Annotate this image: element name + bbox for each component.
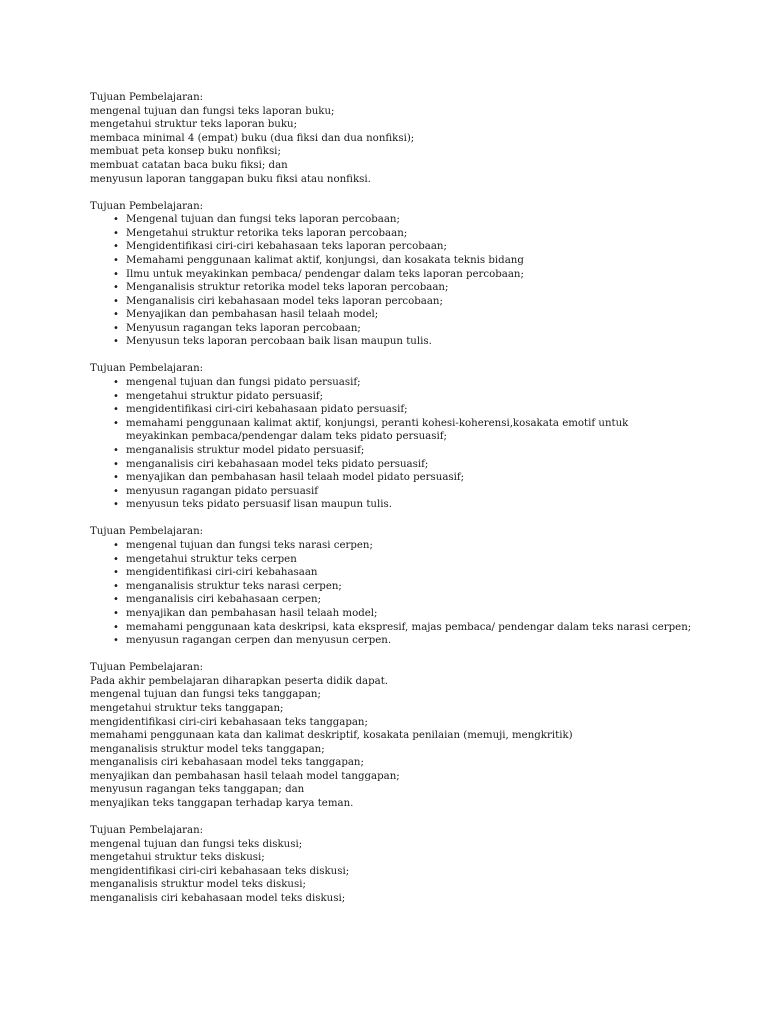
- list-item: • menganalisis struktur model pidato persuasif;: [90, 444, 730, 458]
- list-item: • Mengenal tujuan dan fungsi teks laporan percobaan;: [90, 213, 730, 227]
- list-item: • menganalisis struktur teks narasi cerpen;: [90, 580, 730, 594]
- section-heading: Tujuan Pembelajaran:: [90, 363, 204, 375]
- text-line: menyusun laporan tanggapan buku fiksi atau nonfiksi.: [90, 173, 371, 185]
- list-item: • Mengidentifikasi ciri-ciri kebahasaan teks laporan percobaan;: [90, 240, 730, 254]
- list-item: • menganalisis ciri kebahasaan model teks pidato persuasif;: [90, 458, 730, 472]
- list-item: • menyusun ragangan pidato persuasif: [90, 485, 730, 499]
- list-item: • menyajikan dan pembahasan hasil telaah model pidato persuasif;: [90, 471, 730, 485]
- text-line: menganalisis struktur model teks tanggapan;: [90, 743, 325, 755]
- text-line: mengenal tujuan dan fungsi teks laporan buku;: [90, 105, 335, 117]
- text-line: mengetahui struktur teks laporan buku;: [90, 119, 298, 131]
- bullet-list: [90, 539, 730, 648]
- text-line: membuat peta konsep buku nonfiksi;: [90, 146, 281, 158]
- text-line: mengenal tujuan dan fungsi teks tanggapan;: [90, 689, 321, 701]
- section-heading: Tujuan Pembelajaran:: [90, 825, 204, 837]
- list-item: • Menyusun teks laporan percobaan baik lisan maupun tulis.: [90, 335, 730, 349]
- text-line: membaca minimal 4 (empat) buku (dua fiksi dan dua nonfiksi);: [90, 132, 415, 144]
- text-line: Pada akhir pembelajaran diharapkan peserta didik dapat.: [90, 675, 389, 687]
- text-line: membuat catatan baca buku fiksi; dan: [90, 159, 288, 171]
- text-line: memahami penggunaan kata dan kalimat deskriptif, kosakata penilaian (memuji, mengkritik): [90, 730, 573, 742]
- list-item: • Memahami penggunaan kalimat aktif, konjungsi, dan kosakata teknis bidang: [90, 254, 730, 268]
- document-page: [90, 91, 730, 906]
- section-teks-diskusi: [90, 824, 730, 906]
- list-item: • menganalisis ciri kebahasaan cerpen;: [90, 593, 730, 607]
- text-line: mengetahui struktur teks tanggapan;: [90, 702, 284, 714]
- bullet-list: [90, 376, 730, 512]
- section-laporan-buku: [90, 91, 730, 186]
- text-line: mengidentifikasi ciri-ciri kebahasaan teks tanggapan;: [90, 716, 368, 728]
- list-item: • memahami penggunaan kalimat aktif, konjungsi, peranti kohesi-koherensi,kosakata emotif untuk meyakinkan pembaca/pendengar dalam teks pidato persuasif;: [90, 417, 666, 444]
- list-item: • Menyajikan dan pembahasan hasil telaah model;: [90, 308, 730, 322]
- text-line: menganalisis ciri kebahasaan model teks diskusi;: [90, 893, 346, 905]
- list-item: • menyajikan dan pembahasan hasil telaah model;: [90, 607, 730, 621]
- list-item: • mengenal tujuan dan fungsi teks narasi cerpen;: [90, 539, 730, 553]
- section-laporan-percobaan: [90, 200, 730, 350]
- text-line: menganalisis ciri kebahasaan model teks tanggapan;: [90, 757, 364, 769]
- section-heading: Tujuan Pembelajaran:: [90, 200, 204, 212]
- text-line: menganalisis struktur model teks diskusi;: [90, 879, 306, 891]
- list-item: • memahami penggunaan kata deskripsi, kata ekspresif, majas pembaca/ pendengar dalam teks narasi cerpen;: [90, 621, 730, 635]
- list-item: • mengenal tujuan dan fungsi pidato persuasif;: [90, 376, 730, 390]
- text-line: menyusun ragangan teks tanggapan; dan: [90, 784, 305, 796]
- list-item: • Menganalisis struktur retorika model teks laporan percobaan;: [90, 281, 730, 295]
- list-item: • mengidentifikasi ciri-ciri kebahasaan pidato persuasif;: [90, 403, 730, 417]
- section-teks-tanggapan: [90, 661, 730, 811]
- list-item: • Ilmu untuk meyakinkan pembaca/ pendengar dalam teks laporan percobaan;: [90, 268, 730, 282]
- section-pidato-persuasif: [90, 362, 730, 512]
- list-item: • Menyusun ragangan teks laporan percobaan;: [90, 322, 730, 336]
- section-heading: Tujuan Pembelajaran:: [90, 662, 204, 674]
- text-line: mengidentifikasi ciri-ciri kebahasaan teks diskusi;: [90, 865, 350, 877]
- list-item: • mengetahui struktur teks cerpen: [90, 553, 730, 567]
- list-item: • menyusun ragangan cerpen dan menyusun cerpen.: [90, 634, 730, 648]
- list-item: • Menganalisis ciri kebahasaan model teks laporan percobaan;: [90, 295, 730, 309]
- text-line: menyajikan teks tanggapan terhadap karya teman.: [90, 798, 354, 810]
- text-line: menyajikan dan pembahasan hasil telaah model tanggapan;: [90, 770, 400, 782]
- list-item: • mengetahui struktur pidato persuasif;: [90, 390, 730, 404]
- section-heading: Tujuan Pembelajaran:: [90, 92, 204, 103]
- list-item: • Mengetahui struktur retorika teks laporan percobaan;: [90, 227, 730, 241]
- text-line: mengenal tujuan dan fungsi teks diskusi;: [90, 838, 303, 850]
- list-item: • menyusun teks pidato persuasif lisan maupun tulis.: [90, 498, 730, 512]
- bullet-list: [90, 213, 730, 349]
- list-item: • mengidentifikasi ciri-ciri kebahasaan: [90, 566, 730, 580]
- text-line: mengetahui struktur teks diskusi;: [90, 852, 265, 864]
- section-narasi-cerpen: [90, 525, 730, 647]
- section-heading: Tujuan Pembelajaran:: [90, 526, 204, 538]
